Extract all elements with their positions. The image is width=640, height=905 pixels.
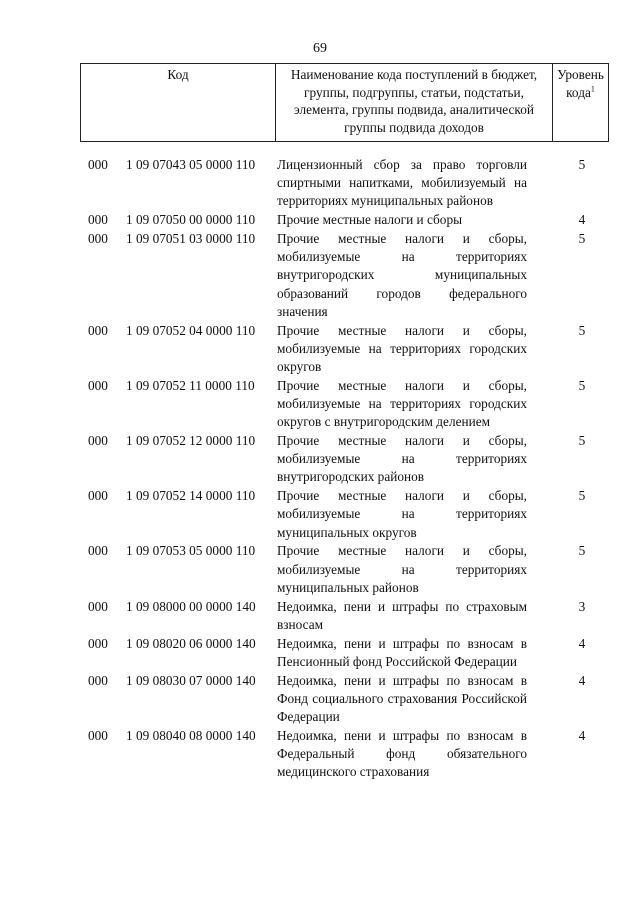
table-row [80, 230, 609, 321]
row-name: Прочие местные налоги и сборы, мобилизуемые на территориях внутригородских районов [277, 433, 527, 485]
row-admin-code: 000 [88, 212, 108, 228]
row-admin-code: 000 [88, 635, 108, 651]
row-classification-code: 1 09 07043 05 0000 110 [126, 157, 256, 172]
row-admin-code: 000 [88, 157, 108, 172]
row-level: 4 [578, 212, 586, 228]
row-name: Недоимка, пени и штрафы по взносам в Пенсионный фонд Российской Федерации [277, 635, 527, 669]
row-admin-code: 000 [88, 598, 108, 614]
row-name: Прочие местные налоги и сборы, мобилизуемые на территориях городских округов [277, 322, 527, 375]
row-classification-code: 1 09 07051 03 0000 110 [126, 231, 256, 246]
row-admin-code: 000 [88, 231, 108, 246]
row-admin-code: 000 [88, 322, 108, 338]
row-name: Лицензионный сбор за право торговли спиртными напитками, мобилизуемый на территориях муниципальных районов [277, 157, 527, 209]
table-row [80, 432, 609, 487]
table-row [80, 487, 609, 542]
table-row [80, 156, 609, 211]
row-classification-code: 1 09 08030 07 0000 140 [126, 672, 256, 688]
header-name: Наименование кода поступлений в бюджет, группы, подгруппы, статьи, подстатьи, элемента, группы подвида, аналитической группы подвида доходов [276, 64, 553, 141]
row-admin-code: 000 [88, 672, 108, 688]
page-number: 69 [313, 41, 327, 56]
table-row [80, 377, 609, 432]
row-classification-code: 1 09 07052 14 0000 110 [126, 488, 256, 504]
row-name: Недоимка, пени и штрафы по взносам в Федеральный фонд обязательного медицинского страхования [277, 727, 527, 780]
row-level: 5 [578, 433, 586, 449]
header-level-label: Уровень кода [557, 67, 604, 100]
row-classification-code: 1 09 08040 08 0000 140 [126, 727, 256, 743]
row-name: Прочие местные налоги и сборы, мобилизуемые на территориях муниципальных районов [277, 543, 527, 595]
header-level [553, 64, 608, 141]
table-row [80, 635, 609, 671]
row-name: Прочие местные налоги и сборы, мобилизуемые на территориях внутригородских муниципальных образований городов федерального значения [277, 231, 527, 319]
row-name: Прочие местные налоги и сборы, мобилизуемые на территориях муниципальных округов [277, 488, 527, 540]
row-level: 5 [578, 322, 586, 338]
table-body [80, 156, 609, 782]
table-row [80, 542, 609, 597]
table-header [80, 63, 609, 142]
row-admin-code: 000 [88, 433, 108, 449]
table-row [80, 672, 609, 727]
row-level: 3 [578, 598, 586, 614]
row-classification-code: 1 09 08020 06 0000 140 [126, 635, 256, 651]
row-admin-code: 000 [88, 727, 108, 743]
row-level: 5 [578, 377, 586, 393]
row-admin-code: 000 [88, 543, 108, 559]
row-classification-code: 1 09 07050 00 0000 110 [126, 212, 256, 228]
table-row [80, 322, 609, 377]
row-level: 4 [578, 635, 586, 651]
row-name: Недоимка, пени и штрафы по страховым взносам [277, 598, 527, 632]
row-classification-code: 1 09 08000 00 0000 140 [126, 598, 256, 614]
row-name: Недоимка, пени и штрафы по взносам в Фонд социального страхования Российской Федерации [277, 672, 527, 725]
row-name: Прочие местные налоги и сборы, мобилизуемые на территориях городских округов с внутригородским делением [277, 377, 527, 430]
table-row [80, 727, 609, 782]
row-classification-code: 1 09 07053 05 0000 110 [126, 543, 256, 559]
row-level: 5 [578, 157, 586, 172]
row-classification-code: 1 09 07052 04 0000 110 [126, 322, 256, 338]
row-name: Прочие местные налоги и сборы [277, 212, 463, 228]
row-admin-code: 000 [88, 377, 108, 393]
header-code: Код [81, 64, 276, 141]
row-admin-code: 000 [88, 488, 108, 504]
row-level: 4 [578, 727, 586, 743]
row-classification-code: 1 09 07052 11 0000 110 [126, 377, 255, 393]
table-row [80, 211, 609, 229]
row-level: 5 [578, 543, 586, 559]
row-level: 5 [578, 488, 586, 504]
row-level: 4 [578, 672, 586, 688]
footnote-marker: 1 [590, 84, 595, 94]
table-row [80, 598, 609, 634]
row-level: 5 [578, 231, 586, 246]
row-classification-code: 1 09 07052 12 0000 110 [126, 433, 256, 449]
